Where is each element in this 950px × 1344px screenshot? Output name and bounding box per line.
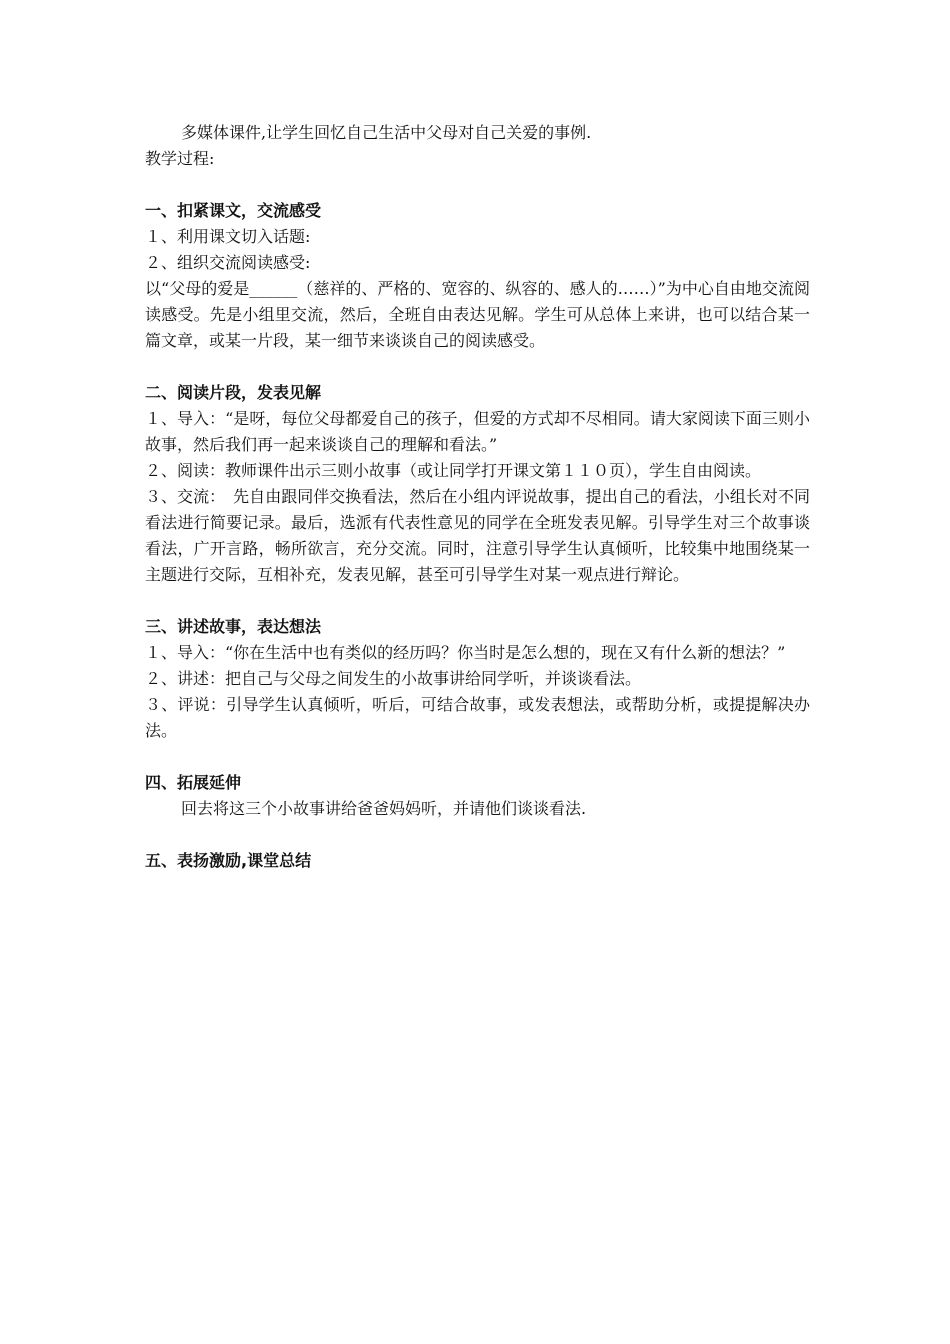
section-5-title: 五、表扬激励,课堂总结	[145, 851, 312, 870]
section-1-paragraph: 以“父母的爱是______（慈祥的、严格的、宽容的、纵容的、感人的……）”为中心自由地交流阅读感受。先是小组里交流，然后，全班自由表达见解。学生可从总体上来讲，也可以结合某一篇文章，或某一片段，某一细节来谈谈自己的阅读感受。	[145, 279, 810, 350]
section-1-item-2: ２、组织交流阅读感受:	[145, 253, 311, 272]
section-3-item-2: ２、讲述：把自己与父母之间发生的小故事讲给同学听，并谈谈看法。	[145, 669, 642, 688]
section-2-title: 二、阅读片段，发表见解	[145, 383, 322, 402]
section-2-item-2: ２、阅读：教师课件出示三则小故事（或让同学打开课文第１１０页），学生自由阅读。	[145, 461, 762, 480]
section-3-item-1: １、导入：“你在生活中也有类似的经历吗？你当时是怎么想的，现在又有什么新的想法？”	[145, 643, 786, 662]
spacer	[145, 744, 810, 770]
intro-materials: 多媒体课件,让学生回忆自己生活中父母对自己关爱的事例.	[181, 123, 592, 142]
section-4-item-1: 回去将这三个小故事讲给爸爸妈妈听，并请他们谈谈看法.	[181, 799, 587, 818]
spacer	[145, 822, 810, 848]
spacer	[145, 172, 810, 198]
section-2-item-3: ３、交流： 先自由跟同伴交换看法，然后在小组内评说故事，提出自己的看法，小组长对不同看法进行简要记录。最后，选派有代表性意见的同学在全班发表见解。引导学生对三个故事谈看法，广开言路，畅所欲言，充分交流。同时，注意引导学生认真倾听，比较集中地围绕某一主题进行交际，互相补充，发表见解，甚至可引导学生对某一观点进行辩论。	[145, 487, 810, 584]
section-2-item-1: １、导入：“是呀，每位父母都爱自己的孩子，但爱的方式却不尽相同。请大家阅读下面三则小故事，然后我们再一起来谈谈自己的理解和看法。”	[145, 409, 810, 454]
intro-process-label: 教学过程:	[145, 149, 215, 168]
section-1-title: 一、扣紧课文，交流感受	[145, 201, 322, 220]
section-3-title: 三、讲述故事，表达想法	[145, 617, 322, 636]
document-page	[145, 120, 810, 874]
section-1-item-1: １、利用课文切入话题:	[145, 227, 311, 246]
section-4-title: 四、拓展延伸	[145, 773, 242, 792]
spacer	[145, 354, 810, 380]
spacer	[145, 588, 810, 614]
section-3-item-3: ３、评说：引导学生认真倾听，听后，可结合故事，或发表想法，或帮助分析，或提提解决办法。	[145, 695, 810, 740]
